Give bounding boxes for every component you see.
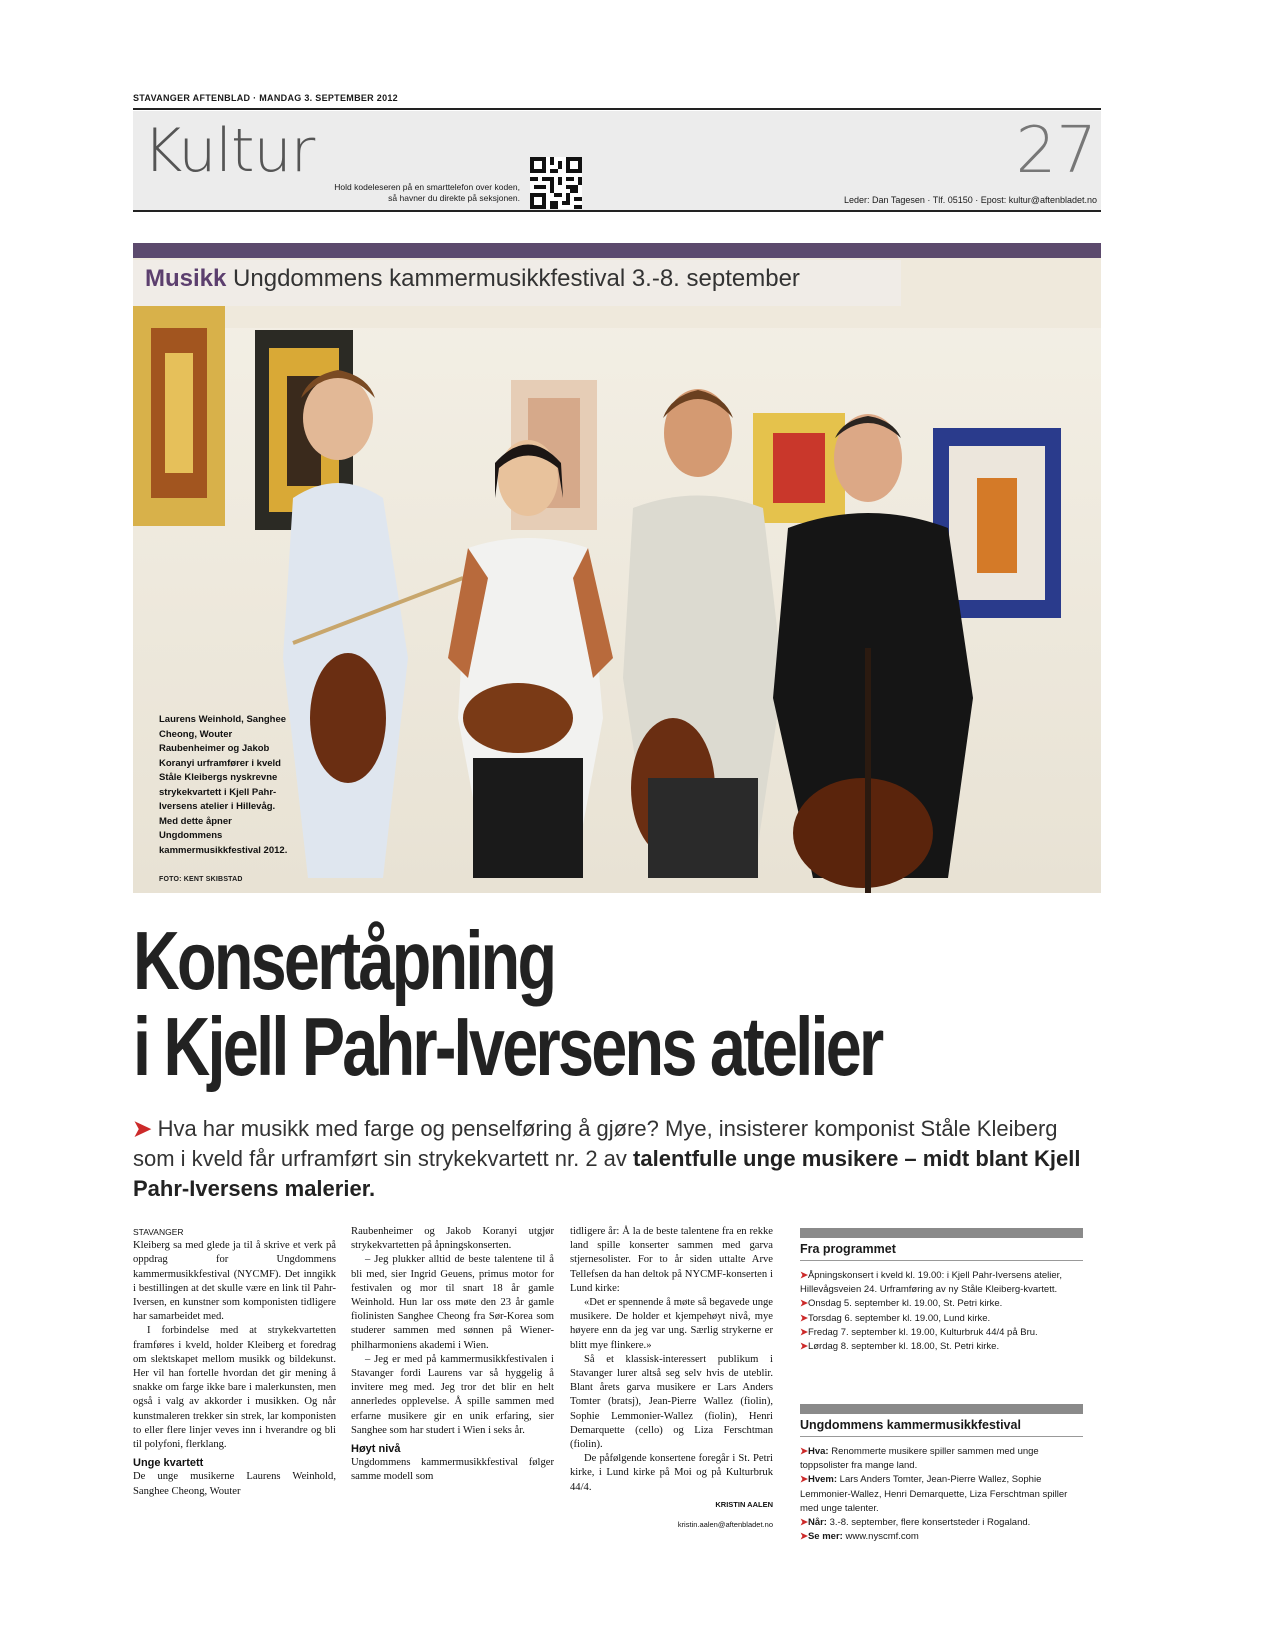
paragraph: De unge musikerne Laurens Weinhold, Sanghee Cheong, Wouter bbox=[133, 1471, 336, 1497]
category-color-bar bbox=[133, 243, 1101, 258]
sidebar-title: Ungdommens kammermusikkfestival bbox=[800, 1418, 1021, 1432]
arrow-icon: ➤ bbox=[133, 1116, 152, 1141]
painting bbox=[753, 413, 845, 523]
festival-item bbox=[800, 1530, 1083, 1544]
banner-category: Musikk bbox=[145, 265, 227, 292]
article-dateline: STAVANGER bbox=[133, 1227, 184, 1237]
qr-hint bbox=[290, 182, 520, 204]
program-item bbox=[800, 1269, 1083, 1297]
arrow-icon: ➤ bbox=[800, 1326, 808, 1338]
festival-item-text: Renommerte musikere spiller sammen med unge toppsolister fra mange land. bbox=[800, 1446, 1039, 1472]
festival-item-label: Hva: bbox=[807, 1446, 829, 1457]
program-item bbox=[800, 1340, 1083, 1354]
lead-bold: talentfulle unge musikere – midt blant Kjell Pahr-Iversens malerier. bbox=[133, 1146, 1081, 1201]
photo-caption: Laurens Weinhold, Sanghee Cheong, Wouter Raubenheimer og Jakob Koranyi urframfører i kveld Ståle Kleibergs nyskrevne strykekvartett i Kjell Pahr-Iversens atelier i Hillevåg. Med dette åpner Ungdommens kammermusikkfestival 2012. bbox=[159, 714, 288, 856]
program-item-text: Lørdag 8. september kl. 18.00, St. Petri kirke. bbox=[807, 1341, 1000, 1353]
arrow-icon: ➤ bbox=[800, 1531, 808, 1543]
festival-item-text: Lars Anders Tomter, Jean-Pierre Wallez, Sophie Lemmonier-Wallez, Henri Demarquette, Liza Ferschtman spiller med unge talenter. bbox=[800, 1474, 1068, 1514]
banner-text: Ungdommens kammermusikkfestival 3.-8. september bbox=[233, 265, 800, 292]
program-item bbox=[800, 1312, 1083, 1326]
festival-list bbox=[800, 1445, 1083, 1544]
paragraph: Kleiberg sa med glede ja til å skrive et verk på oppdrag for Ungdommens kammermusikkfestival (NYCMF). Det inngikk i bestillingen at det skulle være en link til Pahr-Iversen, en kunstner som komponisten tidligere har samarbeidet med. bbox=[133, 1240, 336, 1323]
program-item-text: Åpningskonsert i kveld kl. 19.00: i Kjell Pahr-Iversens atelier, Hillevågsveien 24. Urframføring av ny Ståle Kleiberg-kvartett. bbox=[800, 1270, 1062, 1296]
paragraph: – Jeg er med på kammermusikkfestivalen i Stavanger fordi Laurens var så hyggelig å invitere meg med. Jeg tror det blir en helt annerledes opplevelse. Å spille sammen med erfarne musikere gir en unik erfaring, sier Sanghee som har studert i Wien i seks år. bbox=[351, 1353, 554, 1436]
paragraph: tidligere år: Å la de beste talentene fra en rekke land spille konserter sammen med garva stjernesolister. For to år siden uttalte Arve Tellefsen da han deltok på NYCMF-konserten i Lund kirke: bbox=[570, 1226, 773, 1294]
program-item-text: Torsdag 6. september kl. 19.00, Lund kirke. bbox=[807, 1312, 991, 1324]
article-column-1 bbox=[133, 1225, 336, 1499]
paragraph: Raubenheimer og Jakob Koranyi utgjør strykekvartetten på åpningskonserten. bbox=[351, 1226, 554, 1252]
arrow-icon: ➤ bbox=[800, 1312, 808, 1324]
festival-item-label: Se mer: bbox=[807, 1531, 843, 1543]
festival-item-text[interactable]: www.nyscmf.com bbox=[842, 1531, 919, 1543]
divider bbox=[800, 1436, 1083, 1437]
byline: KRISTIN AALEN bbox=[715, 1499, 773, 1509]
subheading: Høyt nivå bbox=[351, 1443, 401, 1456]
arrow-icon: ➤ bbox=[800, 1474, 808, 1486]
lead-text: Hva har musikk med farge og penselføring å gjøre? Mye, insisterer komponist Ståle Kleiberg som i kveld får urframført sin strykekvartett nr. 2 av bbox=[133, 1116, 1058, 1171]
festival-item-text: 3.-8. september, flere konsertsteder i Rogaland. bbox=[826, 1517, 1031, 1529]
author-email-link[interactable]: kristin.aalen@aftenbladet.no bbox=[677, 1520, 773, 1530]
headline-line-1: Konsertåpning bbox=[133, 914, 555, 1007]
photo-credit: FOTO: KENT SKIBSTAD bbox=[159, 876, 243, 883]
sidebar-title: Fra programmet bbox=[800, 1242, 896, 1256]
article-column-3 bbox=[570, 1225, 773, 1532]
paragraph: I forbindelse med at strykekvartetten framføres i kveld, holder Kleiberg et foredrag om slektskapet mellom musikk og bildekunst. Her vil han fortelle hvordan det gir mening å snakke om farge ikke bare i malerkunsten, men også i valg av akkorder i musikken. Og når kunstmaleren trekker sin strek, lar komponisten to eller flere linjer veves inn i hverandre og bli til polyfoni, flerklang. bbox=[133, 1325, 336, 1451]
headline bbox=[133, 914, 882, 1093]
program-item-text: Onsdag 5. september kl. 19.00, St. Petri kirke. bbox=[807, 1298, 1003, 1310]
sidebar-program bbox=[800, 1228, 1083, 1354]
lead-paragraph bbox=[133, 1114, 1093, 1204]
qr-hint-line-1: Hold kodeleseren på en smarttelefon over koden, bbox=[334, 182, 520, 192]
sidebar-festival bbox=[800, 1404, 1083, 1544]
arrow-icon: ➤ bbox=[800, 1517, 808, 1529]
section-title: Kultur bbox=[143, 116, 315, 186]
banner bbox=[145, 265, 800, 293]
festival-item bbox=[800, 1445, 1083, 1473]
divider bbox=[800, 1260, 1083, 1261]
qr-code-icon[interactable] bbox=[530, 157, 582, 209]
program-item bbox=[800, 1297, 1083, 1311]
program-list bbox=[800, 1269, 1083, 1354]
program-item-text: Fredag 7. september kl. 19.00, Kulturbruk 44/4 på Bru. bbox=[807, 1326, 1038, 1338]
arrow-icon: ➤ bbox=[800, 1446, 808, 1457]
painting bbox=[133, 306, 225, 526]
header-rule-top bbox=[133, 108, 1101, 110]
festival-item bbox=[800, 1473, 1083, 1516]
festival-item-label: Hvem: bbox=[807, 1474, 838, 1486]
qr-hint-line-2: så havner du direkte på seksjonen. bbox=[388, 193, 520, 203]
dateline: STAVANGER AFTENBLAD · MANDAG 3. SEPTEMBER 2012 bbox=[133, 93, 398, 103]
sidebar-bar bbox=[800, 1228, 1083, 1238]
paragraph: «Det er spennende å møte så begavede unge musikere. De holder et kjempehøyt nivå, mye høyere enn da jeg var ung. Særlig strykerne er blitt mye flinkere.» bbox=[570, 1297, 773, 1351]
paragraph: De påfølgende konsertene foregår i St. Petri kirke, i Lund kirke på Moi og på Kulturbruk 44/4. bbox=[570, 1453, 773, 1493]
paragraph: Ungdommens kammermusikkfestival følger samme modell som bbox=[351, 1457, 554, 1483]
page-number: 27 bbox=[1015, 114, 1097, 188]
program-item bbox=[800, 1326, 1083, 1340]
festival-item-label: Når: bbox=[807, 1517, 827, 1529]
sidebar-bar bbox=[800, 1404, 1083, 1414]
festival-item bbox=[800, 1516, 1083, 1530]
editor-contact-line: Leder: Dan Tagesen · Tlf. 05150 · Epost: kultur@aftenbladet.no bbox=[844, 195, 1097, 205]
subheading: Unge kvartett bbox=[133, 1457, 204, 1470]
arrow-icon: ➤ bbox=[800, 1341, 808, 1353]
paragraph: Så et klassisk-interessert publikum i Stavanger lurer altså seg selv hvis de uteblir. Blant årets garva musikere er Lars Anders Tomter (bratsj), Jean-Pierre Wallez (fiolin), Sophie Lemmonier-Wallez (fiolin), Henri Demarquette (cello) og Liza Ferschtman (fiolin). bbox=[570, 1353, 773, 1451]
article-column-2 bbox=[351, 1225, 554, 1485]
paragraph: – Jeg plukker alltid de beste talentene til å bli med, sier Ingrid Geuens, primus motor for festivalen og mor til snart 18 år gamle Weinhold. Hun lar oss møte den 23 år gamle fiolinisten Sanghee Cheong fra Sør-Korea som studerer sammen med sønnen på Wiener-philharmoniens akademi i Wien. bbox=[351, 1254, 554, 1351]
header-rule-bottom bbox=[133, 210, 1101, 212]
arrow-icon: ➤ bbox=[800, 1298, 808, 1310]
arrow-icon: ➤ bbox=[800, 1270, 808, 1281]
headline-line-2: i Kjell Pahr-Iversens atelier bbox=[133, 1000, 882, 1093]
